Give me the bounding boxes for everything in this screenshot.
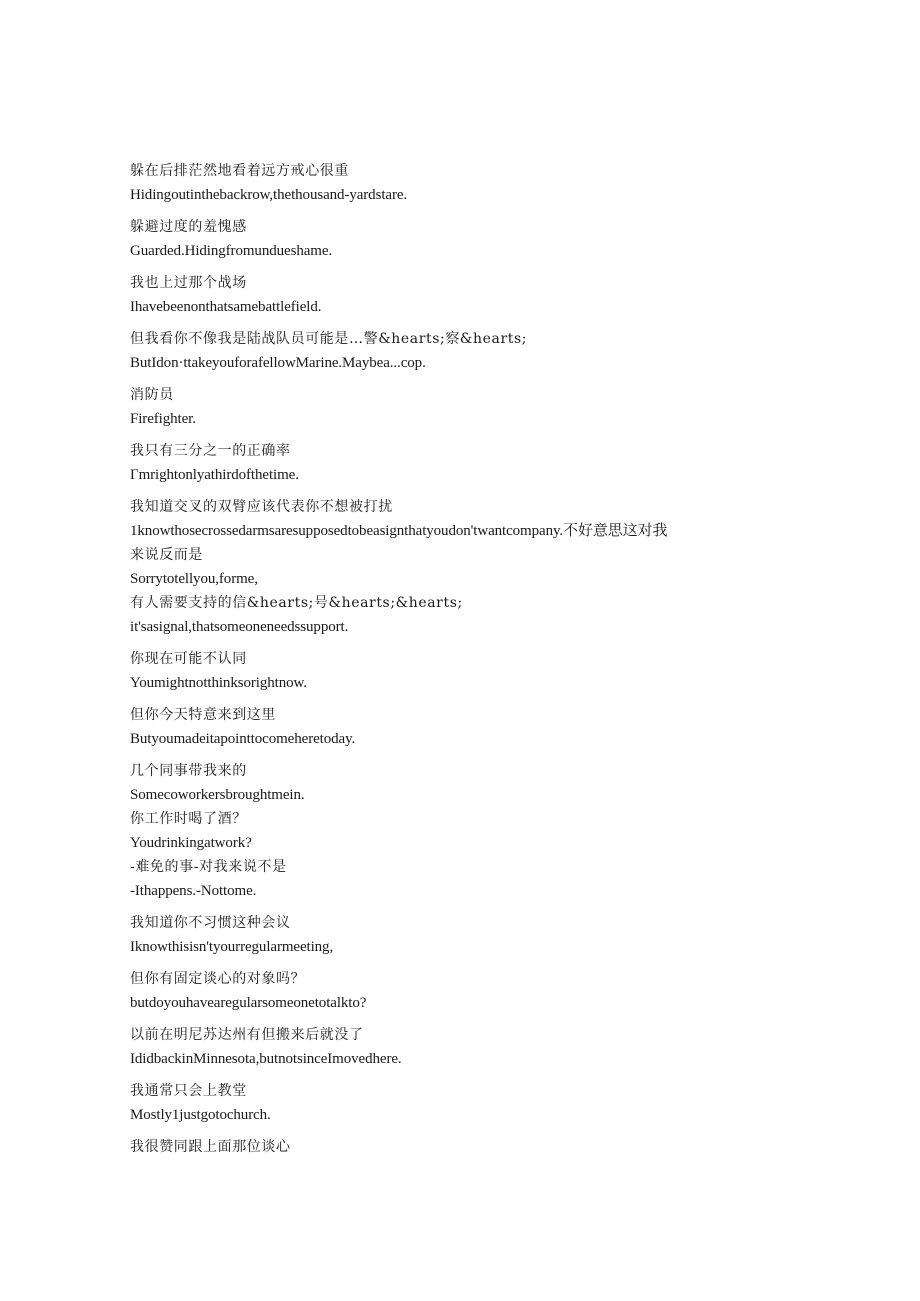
text-line: 有人需要支持的信&hearts;号&hearts;&hearts; [130, 595, 463, 611]
text-line: Youdrinkingatwork? [130, 835, 252, 851]
text-line: -难免的事-对我来说不是 [130, 859, 287, 875]
text-line: 我知道你不习惯这种会议 [130, 915, 291, 931]
text-line: Youmightnotthinksorightnow. [130, 675, 307, 691]
text-line: 来说反而是 [130, 547, 203, 563]
text-line: 我通常只会上教堂 [130, 1083, 247, 1099]
text-line: 我知道交叉的双臂应该代表你不想被打扰 [130, 499, 393, 515]
text-line: Sorrytotellyou,forme, [130, 571, 258, 587]
text-line: Hidingoutinthebackrow,thethousand-yardstare. [130, 187, 408, 203]
text-line: Iknowthisisn'tyourregularmeeting, [130, 939, 334, 955]
text-line: ButIdon·ttakeyouforafellowMarine.Maybea...cop. [130, 355, 426, 371]
text-line: 躲在后排茫然地看着远方戒心很重 [130, 163, 349, 179]
text-line: IdidbackinMinnesota,butnotsinceImovedhere. [130, 1051, 402, 1067]
text-line: 1knowthosecrossedarmsaresupposedtobeasignthatyoudon'twantcompany.不好意思这对我 [130, 523, 668, 539]
text-line: -Ithappens.-Nottome. [130, 883, 257, 899]
text-line: 我只有三分之一的正确率 [130, 443, 291, 459]
text-line: Ihavebeenonthatsamebattlefield. [130, 299, 322, 315]
text-line: Firefighter. [130, 411, 196, 427]
subtitle-text-block [130, 160, 770, 1160]
text-line: Mostly1justgotochurch. [130, 1107, 271, 1123]
text-line: 消防员 [130, 387, 174, 403]
text-line: butdoyouhavearegularsomeonetotalkto? [130, 995, 367, 1011]
text-line: 但你今天特意来到这里 [130, 707, 276, 723]
text-line: Butyoumadeitapointtocomeheretoday. [130, 731, 356, 747]
text-line: Γmrightonlyathirdofthetime. [130, 467, 299, 483]
text-line: Somecoworkersbroughtmein. [130, 787, 305, 803]
text-line: it'sasignal,thatsomeoneneedssupport. [130, 619, 349, 635]
text-line: 但你有固定谈心的对象吗？ [130, 971, 306, 987]
text-line: 但我看你不像我是陆战队员可能是…警&hearts;察&hearts; [130, 331, 528, 347]
text-line: 我很赞同跟上面那位谈心 [130, 1139, 291, 1155]
text-line: 我也上过那个战场 [130, 275, 247, 291]
text-line: Guarded.Hidingfromundueshame. [130, 243, 333, 259]
text-line: 躲避过度的羞愧感 [130, 219, 247, 235]
text-line: 几个同事带我来的 [130, 763, 247, 779]
text-line: 你现在可能不认同 [130, 651, 247, 667]
text-line: 以前在明尼苏达州有但搬来后就没了 [130, 1027, 364, 1043]
text-line: 你工作时喝了酒？ [130, 811, 247, 827]
